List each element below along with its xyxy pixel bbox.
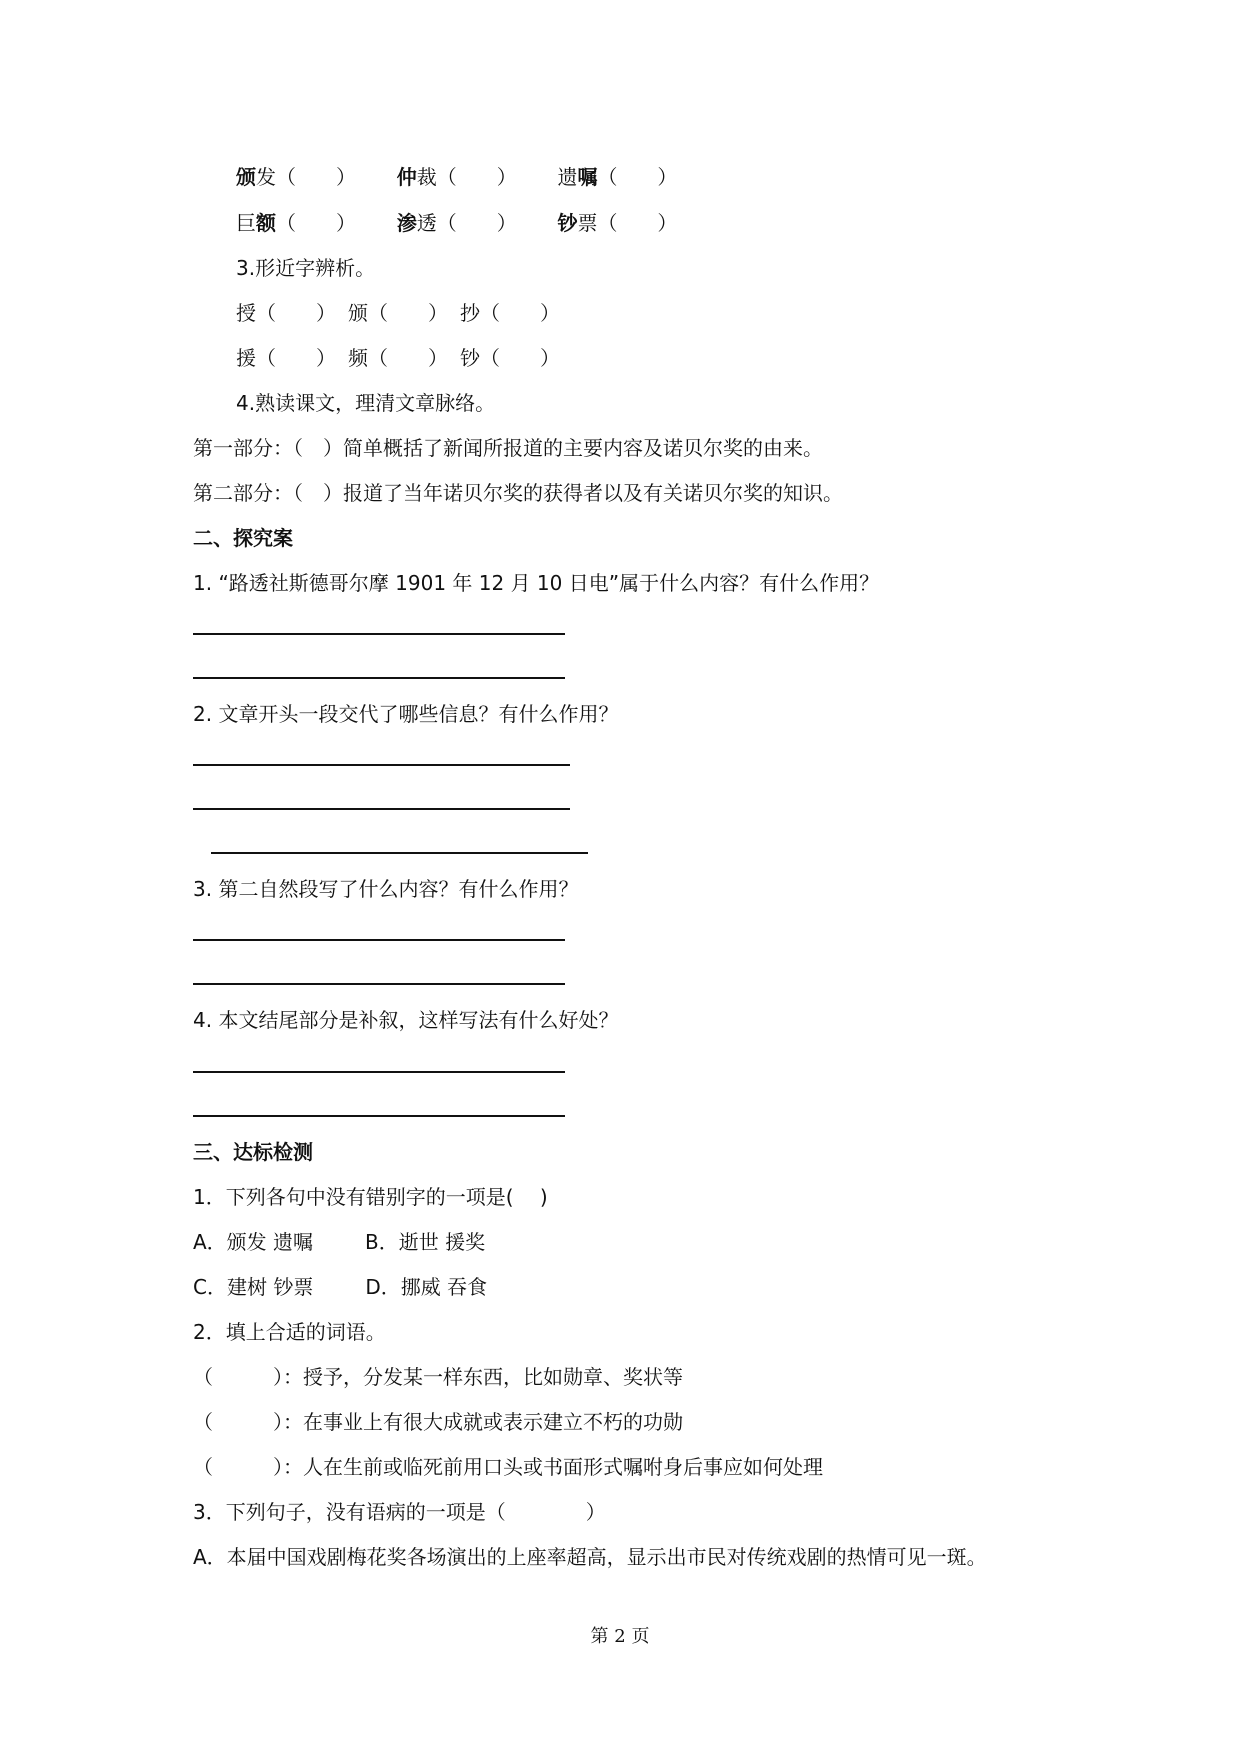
test-question-1: 1．下列各句中没有错别字的一项是( )	[193, 1185, 548, 1209]
option-c[interactable]: C．建树 钞票	[193, 1275, 314, 1299]
shape-char: 抄（ ）	[460, 301, 560, 325]
answer-line[interactable]	[193, 1115, 565, 1117]
shape-chars-row-2	[236, 344, 560, 372]
answer-line[interactable]	[193, 677, 565, 679]
pronunciation-row-1	[236, 163, 677, 191]
test-heading: 三、达标检测	[193, 1140, 313, 1164]
shape-char: 钞（ ）	[460, 346, 560, 370]
fill-item-1: （ ）：授予，分发某一样东西，比如勋章、奖状等	[193, 1365, 683, 1389]
answer-line[interactable]	[193, 764, 570, 766]
shape-char: 援（ ）	[236, 346, 336, 370]
test-question-3: 3．下列句子，没有语病的一项是（ ）	[193, 1500, 606, 1524]
option-b[interactable]: B．逝世 援奖	[365, 1230, 486, 1254]
shape-chars-row-1	[236, 299, 560, 327]
answer-line[interactable]	[193, 939, 565, 941]
test-q1-options-cd	[193, 1273, 487, 1301]
answer-line[interactable]	[211, 852, 588, 854]
pronunciation-row-2	[236, 209, 677, 237]
term-chaopiao: 钞票（ ）	[557, 211, 678, 235]
term-zhongcai: 仲裁（ ）	[396, 165, 517, 189]
section-4-title: 4.熟读课文，理清文章脉络。	[236, 391, 496, 415]
fill-item-3: （ ）：人在生前或临死前用口头或书面形式嘱咐身后事应如何处理	[193, 1455, 823, 1479]
section-3-title: 3.形近字辨析。	[236, 256, 376, 280]
shape-char: 频（ ）	[348, 346, 448, 370]
test-q3-option-a[interactable]: A．本届中国戏剧梅花奖各场演出的上座率超高，显示出市民对传统戏剧的热情可见一斑。	[193, 1545, 987, 1569]
explore-question-1: 1. “路透社斯德哥尔摩 1901 年 12 月 10 日电”属于什么内容？有什么作用？	[193, 571, 880, 595]
answer-line[interactable]	[193, 983, 565, 985]
explore-question-2: 2. 文章开头一段交代了哪些信息？有什么作用？	[193, 702, 619, 726]
test-q1-options-ab	[193, 1228, 485, 1256]
term-banfa: 颁发（ ）	[236, 165, 356, 189]
part-1-text: 第一部分：（ ）简单概括了新闻所报道的主要内容及诺贝尔奖的由来。	[193, 436, 823, 460]
term-yizhu: 遗嘱（ ）	[557, 165, 678, 189]
answer-line[interactable]	[193, 633, 565, 635]
explore-question-4: 4. 本文结尾部分是补叙，这样写法有什么好处？	[193, 1008, 619, 1032]
option-a[interactable]: A．颁发 遗嘱	[193, 1230, 314, 1254]
term-jue: 巨额（ ）	[236, 211, 356, 235]
answer-line[interactable]	[193, 808, 570, 810]
option-d[interactable]: D．挪威 吞食	[365, 1275, 488, 1299]
shape-char: 颁（ ）	[348, 301, 448, 325]
test-question-2: 2．填上合适的词语。	[193, 1320, 386, 1344]
explore-heading: 二、探究案	[193, 526, 293, 550]
term-shentou: 渗透（ ）	[396, 211, 517, 235]
explore-question-3: 3. 第二自然段写了什么内容？有什么作用？	[193, 877, 579, 901]
shape-char: 授（ ）	[236, 301, 336, 325]
answer-line[interactable]	[193, 1071, 565, 1073]
page-footer: 第 2 页	[590, 1626, 650, 1647]
part-2-text: 第二部分：（ ）报道了当年诺贝尔奖的获得者以及有关诺贝尔奖的知识。	[193, 481, 843, 505]
fill-item-2: （ ）：在事业上有很大成就或表示建立不朽的功勋	[193, 1410, 683, 1434]
